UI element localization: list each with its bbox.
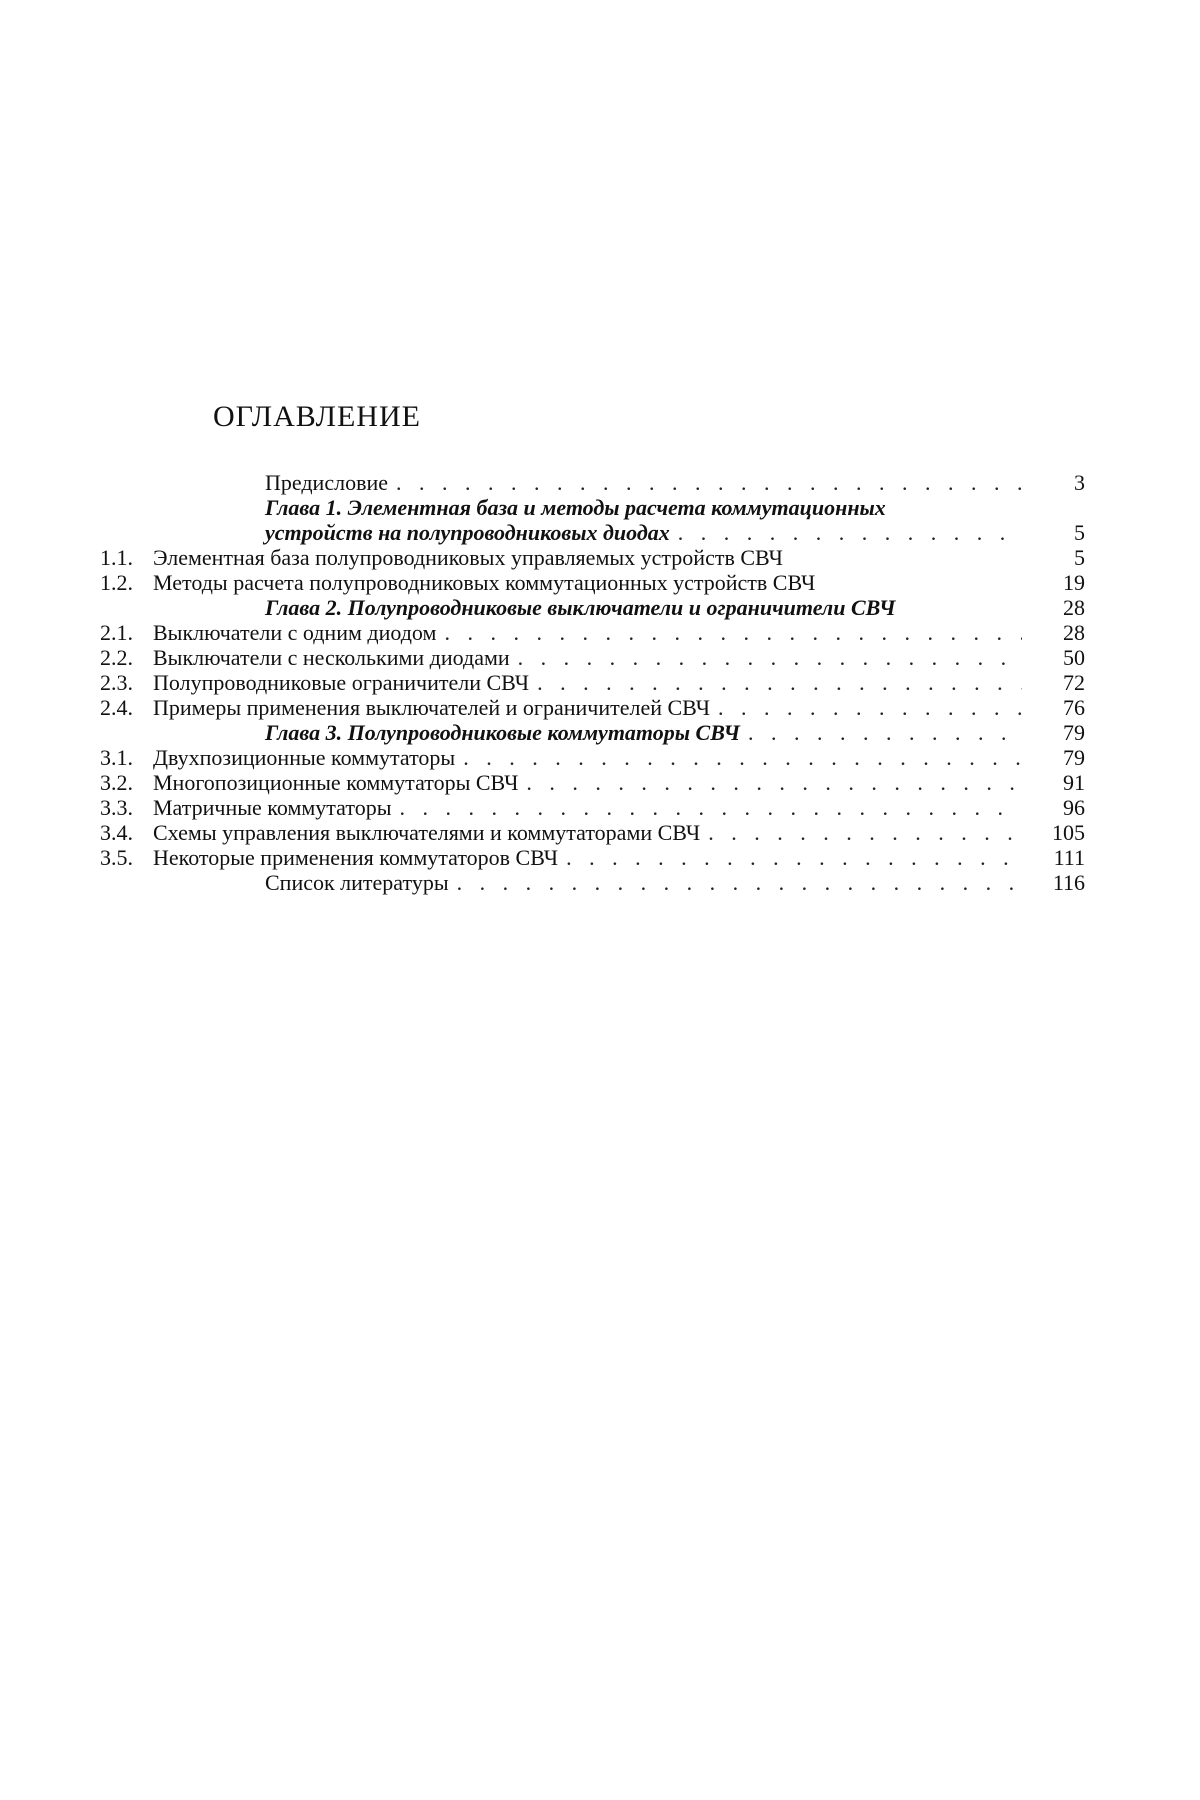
toc-entry-number: 2.2. <box>100 645 133 670</box>
toc-entry-title: Методы расчета полупроводниковых коммутационных устройств СВЧ <box>153 570 816 595</box>
toc-entry-number: 1.1. <box>100 545 133 570</box>
toc-entry-page: 72 <box>1063 670 1085 695</box>
toc-entry-number: 3.4. <box>100 820 133 845</box>
toc-leader-dots <box>740 720 1022 745</box>
toc-section-entry <box>100 820 1085 845</box>
toc-chapter-entry <box>100 595 1085 620</box>
toc-entry-page: 50 <box>1063 645 1085 670</box>
toc-entry-page: 116 <box>1052 870 1085 895</box>
toc-entry-number: 2.1. <box>100 620 133 645</box>
toc-entry-title: Двухпозиционные коммутаторы <box>153 745 456 770</box>
toc-entry-page: 91 <box>1063 770 1085 795</box>
toc-leader-dots <box>670 520 1022 545</box>
toc-entry-title: Предисловие <box>265 470 388 495</box>
toc-section-entry <box>100 545 1085 570</box>
toc-chapter-entry <box>100 720 1085 745</box>
toc-entry-title: Глава 2. Полупроводниковые выключатели и ограничители СВЧ <box>265 595 896 620</box>
toc-leader-dots <box>529 670 1022 695</box>
toc-leader-dots <box>700 820 1022 845</box>
toc-entry-title: Схемы управления выключателями и коммутаторами СВЧ <box>153 820 701 845</box>
toc-section-entry <box>100 645 1085 670</box>
toc-entry-number: 3.5. <box>100 845 133 870</box>
toc-entry-page: 111 <box>1053 845 1085 870</box>
toc-entry-page: 28 <box>1063 620 1085 645</box>
toc-leader-dots <box>391 795 1022 820</box>
toc-entry-page: 96 <box>1063 795 1085 820</box>
toc-entry <box>100 470 1085 495</box>
toc-entry-page: 79 <box>1063 745 1085 770</box>
toc-leader-dots <box>449 870 1022 895</box>
toc-entry-page: 5 <box>1074 520 1085 545</box>
toc-chapter-entry <box>100 495 1085 520</box>
toc-entry-number: 1.2. <box>100 570 133 595</box>
toc-chapter-entry <box>100 520 1085 545</box>
toc-section-entry <box>100 620 1085 645</box>
toc-section-entry <box>100 745 1085 770</box>
toc-entry-title: Многопозиционные коммутаторы СВЧ <box>153 770 519 795</box>
toc-entry-title: Элементная база полупроводниковых управляемых устройств СВЧ <box>153 545 783 570</box>
toc-entry-title: Полупроводниковые ограничители СВЧ <box>153 670 530 695</box>
toc-entry-title: Глава 1. Элементная база и методы расчета коммутационных <box>265 495 886 520</box>
toc-leader-dots <box>510 645 1022 670</box>
toc-section-entry <box>100 770 1085 795</box>
toc-entry-title: Выключатели с одним диодом <box>153 620 437 645</box>
toc-entry-number: 2.4. <box>100 695 133 720</box>
toc-leader-dots <box>558 845 1022 870</box>
toc-section-entry <box>100 570 1085 595</box>
toc-entry-title: Список литературы <box>265 870 449 895</box>
toc-entry-title: Выключатели с несколькими диодами <box>153 645 510 670</box>
toc-entry-page: 105 <box>1052 820 1085 845</box>
toc-entry-number: 3.2. <box>100 770 133 795</box>
toc-entry-title: устройств на полупроводниковых диодах <box>265 520 670 545</box>
toc-entry-page: 5 <box>1074 545 1085 570</box>
toc-entry-title: Примеры применения выключателей и ограничителей СВЧ <box>153 695 711 720</box>
toc-leader-dots <box>388 470 1022 495</box>
table-of-contents <box>100 470 1085 895</box>
toc-entry-page: 76 <box>1063 695 1085 720</box>
toc-entry-page: 3 <box>1074 470 1085 495</box>
toc-section-entry <box>100 695 1085 720</box>
toc-entry <box>100 870 1085 895</box>
toc-leader-dots <box>710 695 1022 720</box>
toc-section-entry <box>100 670 1085 695</box>
toc-entry-page: 28 <box>1063 595 1085 620</box>
toc-leader-dots <box>518 770 1022 795</box>
toc-leader-dots <box>436 620 1022 645</box>
page-title: ОГЛАВЛЕНИЕ <box>213 400 421 433</box>
toc-entry-number: 2.3. <box>100 670 133 695</box>
toc-section-entry <box>100 845 1085 870</box>
toc-entry-page: 19 <box>1063 570 1085 595</box>
toc-entry-title: Матричные коммутаторы <box>153 795 392 820</box>
toc-section-entry <box>100 795 1085 820</box>
toc-entry-number: 3.1. <box>100 745 133 770</box>
toc-entry-page: 79 <box>1063 720 1085 745</box>
toc-entry-title: Некоторые применения коммутаторов СВЧ <box>153 845 559 870</box>
toc-leader-dots <box>455 745 1022 770</box>
toc-entry-title: Глава 3. Полупроводниковые коммутаторы СВЧ <box>265 720 740 745</box>
toc-entry-number: 3.3. <box>100 795 133 820</box>
